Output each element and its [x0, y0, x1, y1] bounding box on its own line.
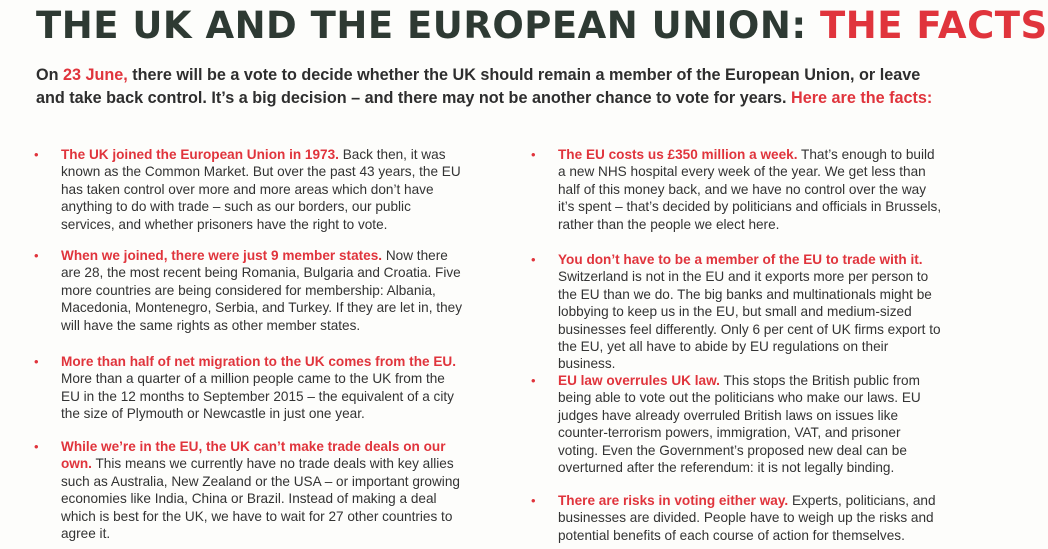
bullet-icon: • — [531, 493, 536, 508]
bullet-icon: • — [531, 147, 536, 162]
fact-body: This means we currently have no trade deals with key allies such as Australia, New Zealand or the USA – or important growing economies like India, China or Brazil. Instead of making a deal which is best for the UK, we have to wait for 27 other countries to agree it. — [61, 456, 460, 542]
fact-item-trade-deals — [34, 438, 466, 542]
fact-body: Now there are 28, the most recent being Romania, Bulgaria and Croatia. Five more countries are being considered for membership: Albania, Macedonia, Montenegro, Serbia, and Turkey. If they are let in, they will have the same rights as other member states. — [61, 248, 462, 333]
fact-lead: While we’re in the EU, the UK can’t make trade deals on our own. — [61, 439, 446, 472]
fact-lead: You don’t have to be a member of the EU to trade with it. — [558, 252, 923, 267]
fact-body: That’s enough to build a new NHS hospital every week of the year. We get less than half of this money back, and we have no control over the way it’s spent – that’s decided by politicians and officials in Brussels, rather than the people we elect here. — [558, 147, 942, 232]
bullet-icon: • — [531, 252, 536, 267]
fact-item-trade-membership — [531, 251, 943, 373]
fact-body: Back then, it was known as the Common Market. But over the past 43 years, the EU has taken control over more and more areas which don’t have anything to do with trade – such as our borders, our public services, and whether prisoners have the right to vote. — [61, 147, 461, 232]
fact-item-eu-law — [531, 372, 943, 476]
page-title — [36, 4, 1048, 48]
fact-lead: The UK joined the European Union in 1973. — [61, 147, 339, 162]
fact-lead: There are risks in voting either way. — [558, 493, 789, 508]
fact-item-eu-cost — [531, 146, 943, 233]
title-highlight: THE FACTS — [820, 4, 1048, 47]
intro-body: there will be a vote to decide whether the UK should remain a member of the European Union, or leave and take back control. It’s a big decision – and there may not be another chance to vote for years. — [36, 66, 921, 107]
fact-item-member-states — [34, 247, 466, 334]
fact-lead: EU law overrules UK law. — [558, 373, 720, 388]
fact-lead: The EU costs us £350 million a week. — [558, 147, 798, 162]
fact-body: This stops the British public from being able to vote out the politicians who make our laws. EU judges have already overruled British laws on issues like counter-terrorism powers, immigration, VAT, and prisoner voting. Even the Government’s proposed new deal can be overturned after the referendum: it is not legally binding. — [558, 373, 921, 476]
title-main: THE UK AND THE EUROPEAN UNION: — [36, 4, 807, 47]
fact-lead: More than half of net migration to the UK comes from the EU. — [61, 354, 456, 369]
intro-lead: On — [36, 66, 63, 84]
fact-body: Switzerland is not in the EU and it exports more per person to the EU than we do. The big banks and multinationals might be lobbying to keep us in the EU, but small and medium-sized businesses feel differently. Only 6 per cent of UK firms export to the EU, yet all have to abide by EU regulations on their business. — [558, 269, 941, 372]
fact-item-migration — [34, 353, 466, 423]
bullet-icon: • — [34, 354, 39, 369]
intro-facts: Here are the facts: — [791, 89, 933, 107]
fact-lead: When we joined, there were just 9 member states. — [61, 248, 383, 263]
fact-item-joined-1973 — [34, 146, 466, 233]
fact-body: Experts, politicians, and businesses are divided. People have to weigh up the risks and potential benefits of each course of action for themselves. — [558, 493, 936, 543]
fact-body: More than a quarter of a million people came to the UK from the EU in the 12 months to September 2015 – the equivalent of a city the size of Plymouth or Newcastle in just one year. — [61, 371, 454, 422]
intro-date: 23 June, — [62, 66, 128, 84]
bullet-icon: • — [34, 248, 39, 263]
bullet-icon: • — [531, 373, 536, 388]
fact-item-risks — [531, 492, 943, 544]
bullet-icon: • — [34, 439, 39, 454]
bullet-icon: • — [34, 147, 39, 162]
intro-paragraph — [36, 64, 948, 110]
